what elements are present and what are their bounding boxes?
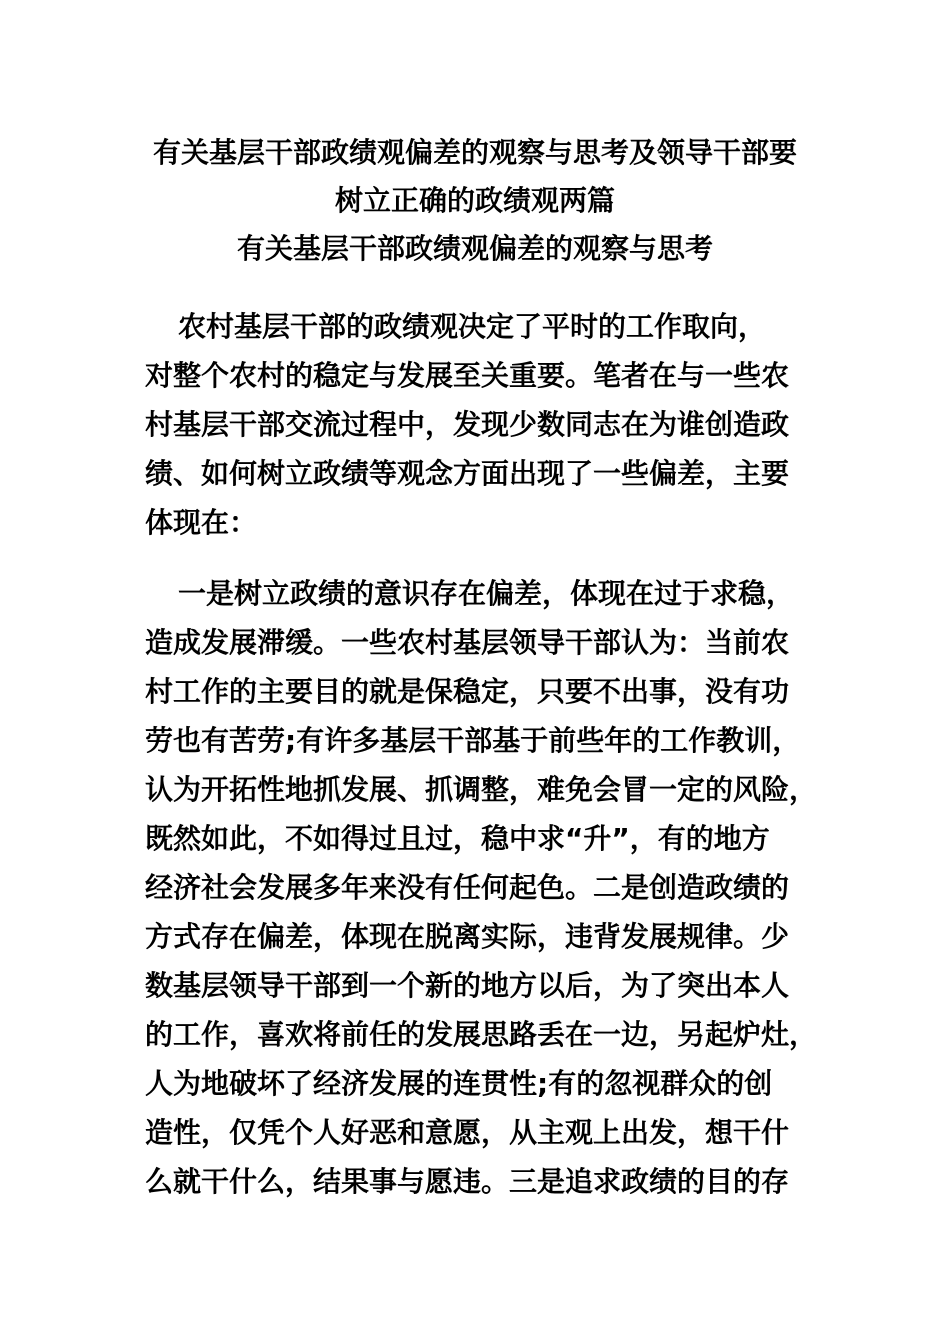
- paragraph-2-line-4: 劳也有苦劳;有许多基层干部基于前些年的工作教训，: [145, 724, 801, 757]
- paragraph-2-line-5: 认为开拓性地抓发展、抓调整，难免会冒一定的风险，: [145, 773, 818, 806]
- paragraph-1-line-1: 农村基层干部的政绩观决定了平时的工作取向，: [178, 310, 767, 343]
- paragraph-1-line-2: 对整个农村的稳定与发展至关重要。笔者在与一些农: [145, 359, 790, 392]
- paragraph-2-line-12: 造性，仅凭个人好恶和意愿，从主观上出发，想干什: [145, 1116, 790, 1149]
- paragraph-2-line-10: 的工作，喜欢将前任的发展思路丢在一边，另起炉灶，: [145, 1018, 818, 1051]
- paragraph-1-line-4: 绩、如何树立政绩等观念方面出现了一些偏差，主要: [145, 457, 790, 490]
- document-title-line-1: 有关基层干部政绩观偏差的观察与思考及领导干部要: [152, 136, 797, 169]
- paragraph-2-line-3: 村工作的主要目的就是保稳定，只要不出事，没有功: [145, 675, 790, 708]
- paragraph-1-line-5: 体现在：: [145, 506, 258, 539]
- paragraph-2-line-1: 一是树立政绩的意识存在偏差，体现在过于求稳，: [178, 577, 795, 610]
- paragraph-2-line-8: 方式存在偏差，体现在脱离实际，违背发展规律。少: [145, 920, 790, 953]
- paragraph-2-line-6: 既然如此，不如得过且过，稳中求“升”，有的地方: [145, 822, 770, 855]
- paragraph-2-line-13: 么就干什么，结果事与愿违。三是追求政绩的目的存: [145, 1165, 790, 1198]
- paragraph-2-line-2: 造成发展滞缓。一些农村基层领导干部认为：当前农: [145, 626, 790, 659]
- paragraph-2-line-11: 人为地破坏了经济发展的连贯性;有的忽视群众的创: [145, 1067, 773, 1100]
- document-subtitle: 有关基层干部政绩观偏差的观察与思考: [236, 232, 713, 265]
- paragraph-2-line-9: 数基层领导干部到一个新的地方以后，为了突出本人: [145, 969, 790, 1002]
- paragraph-2-line-7: 经济社会发展多年来没有任何起色。二是创造政绩的: [145, 871, 790, 904]
- document-title-line-2: 树立正确的政绩观两篇: [334, 184, 615, 217]
- paragraph-1-line-3: 村基层干部交流过程中，发现少数同志在为谁创造政: [145, 408, 790, 441]
